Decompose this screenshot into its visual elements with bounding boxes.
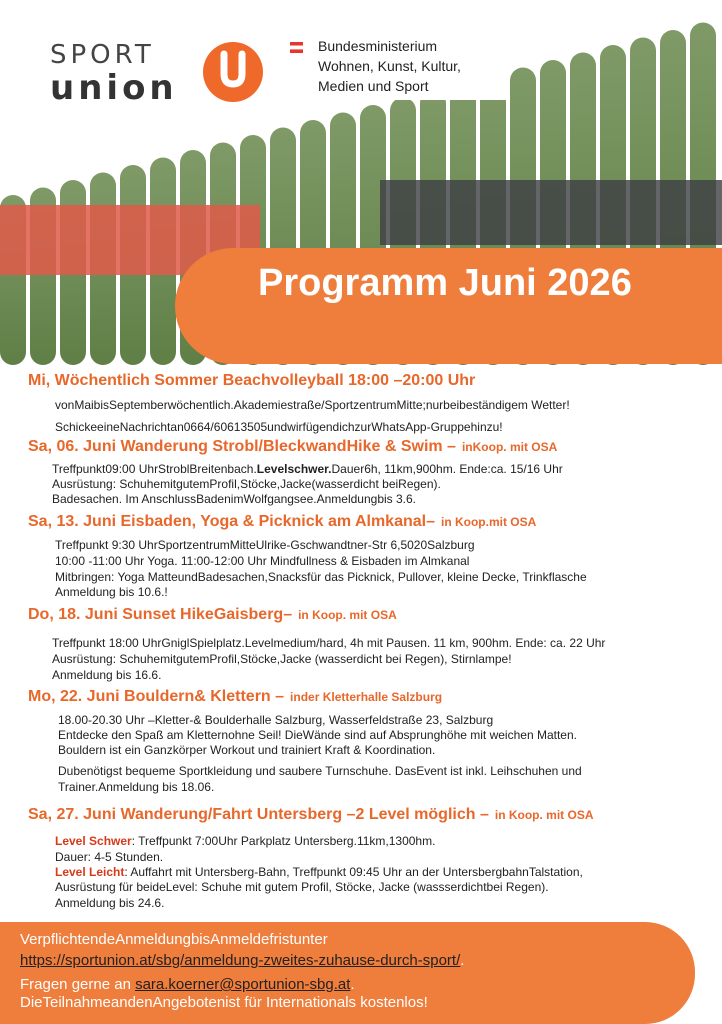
logo-sport-text: SPORT [50, 40, 155, 70]
union-u-icon [198, 40, 268, 104]
header [0, 0, 722, 365]
ministry-line-3: Medien und Sport [318, 78, 429, 94]
event-4-tag: in Koop. mit OSA [298, 608, 397, 622]
austria-flag-icon [290, 42, 303, 53]
event-4-line-2: Ausrüstung: SchuhemitgutemProfil,Stöcke,Jacke (wasserdicht bei Regen), Stirnlampe! [52, 652, 512, 666]
ministry-line-2: Wohnen, Kunst, Kultur, [318, 58, 461, 74]
event-3-line-3: Mitbringen: Yoga MatteundBadesachen,Snacksfür das Picknick, Pullover, kleine Decke, Trinkflasche [55, 570, 587, 584]
event-3-tag: in Koop.mit OSA [440, 515, 537, 529]
logo-union-text: union [50, 68, 178, 108]
footer-line-3: Fragen gerne an sara.koerner@sportunion-sbg.at. [20, 976, 355, 993]
event-1-line-1: vonMaibisSeptemberwöchentlich.Akademiestraße/SportzentrumMitte;nurbeibeständigem Wetter! [55, 398, 570, 412]
event-2-tag: inKoop. mit OSA [461, 440, 558, 454]
footer-line-4: DieTeilnahmeandenAngebotenist für Internationals kostenlos! [20, 994, 428, 1011]
event-2-line-3: Badesachen. Im AnschlussBadenimWolfgangsee.Anmeldungbis 3.6. [52, 492, 417, 506]
event-6-title: Sa, 27. Juni Wanderung/Fahrt Untersberg –2 Level möglich – in Koop. mit OSA [28, 806, 594, 823]
event-5-line-1: 18.00-20.30 Uhr –Kletter-& Boulderhalle Salzburg, Wasserfeldstraße 23, Salzburg [58, 713, 494, 727]
event-5-tag: inder Kletterhalle Salzburg [290, 690, 443, 704]
sportunion-logo [50, 40, 280, 110]
event-4-line-1: Treffpunkt 18:00 UhrGniglSpielplatz.Levelmedium/hard, 4h mit Pausen. 11 km, 900hm. Ende: ca. 22 Uhr [52, 636, 606, 650]
event-5-line-4: Dubenötigst bequeme Sportkleidung und saubere Turnschuhe. DasEvent ist inkl. Leihschuhen und [58, 764, 582, 778]
event-2-line-2: Ausrüstung: SchuhemitgutemProfil,Stöcke,Jacke(wasserdicht beiRegen). [52, 477, 441, 491]
event-6-line-5: Anmeldung bis 24.6. [55, 896, 165, 910]
event-5-line-5: Trainer.Anmeldung bis 18.06. [58, 780, 215, 794]
event-2-line-1: Treffpunkt09:00 UhrStroblBreitenbach.Levelschwer.Dauer6h, 11km,900hm. Ende:ca. 15/16 Uhr [52, 462, 563, 476]
event-6-line-1: Level Schwer: Treffpunkt 7:00Uhr Parkplatz Untersberg.11km,1300hm. [55, 834, 436, 848]
ministry-logo [282, 30, 507, 100]
footer [0, 922, 722, 1024]
athlete-shape [380, 180, 722, 245]
event-3-line-2: 10:00 -11:00 Uhr Yoga. 11:00-12:00 Uhr Mindfullness & Eisbaden im Almkanal [55, 554, 470, 568]
footer-line-2: https://sportunion.at/sbg/anmeldung-zweites-zuhause-durch-sport/. [20, 952, 465, 969]
contact-email-link[interactable]: sara.koerner@sportunion-sbg.at [135, 976, 351, 993]
event-4-line-3: Anmeldung bis 16.6. [52, 668, 162, 682]
registration-link[interactable]: https://sportunion.at/sbg/anmeldung-zweites-zuhause-durch-sport/ [20, 952, 461, 969]
event-5-title: Mo, 22. Juni Bouldern& Klettern – inder Kletterhalle Salzburg [28, 688, 443, 705]
event-3-line-4: Anmeldung bis 10.6.! [55, 585, 168, 599]
event-6-tag: in Koop. mit OSA [494, 808, 594, 822]
event-5-line-2: Entdecke den Spaß am Kletternohne Seil! DieWände sind auf Absprunghöhe mit weichen Matten. [58, 728, 577, 742]
event-3-line-1: Treffpunkt 9:30 UhrSportzentrumMitteUlrike-Gschwandtner-Str 6,5020Salzburg [55, 538, 475, 552]
page-title: Programm Juni 2026 [258, 262, 632, 304]
event-4-title: Do, 18. Juni Sunset HikeGaisberg– in Koop. mit OSA [28, 606, 397, 623]
event-1-line-2: SchickeeineNachrichtan0664/60613505undwirfügendichzurWhatsApp-Gruppehinzu! [55, 420, 503, 434]
event-1-title: Mi, Wöchentlich Sommer Beachvolleyball 18:00 –20:00 Uhr [28, 372, 476, 389]
event-6-line-2: Dauer: 4-5 Stunden. [55, 850, 164, 864]
event-3-title: Sa, 13. Juni Eisbaden, Yoga & Picknick am Almkanal– in Koop.mit OSA [28, 513, 537, 530]
event-2-title: Sa, 06. Juni Wanderung Strobl/BleckwandHike & Swim – inKoop. mit OSA [28, 438, 558, 455]
footer-line-1: VerpflichtendeAnmeldungbisAnmeldefristunter [20, 931, 328, 948]
event-6-line-4: Ausrüstung für beideLevel: Schuhe mit gutem Profil, Stöcke, Jacke (wassserdichtbei Regen). [55, 880, 549, 894]
event-5-line-3: Bouldern ist ein Ganzkörper Workout und trainiert Kraft & Koordination. [58, 743, 436, 757]
event-6-line-3: Level Leicht: Auffahrt mit Untersberg-Bahn, Treffpunkt 09:45 Uhr an der UntersbergbahnTalstation, [55, 865, 583, 879]
ministry-line-1: Bundesministerium [318, 38, 438, 54]
